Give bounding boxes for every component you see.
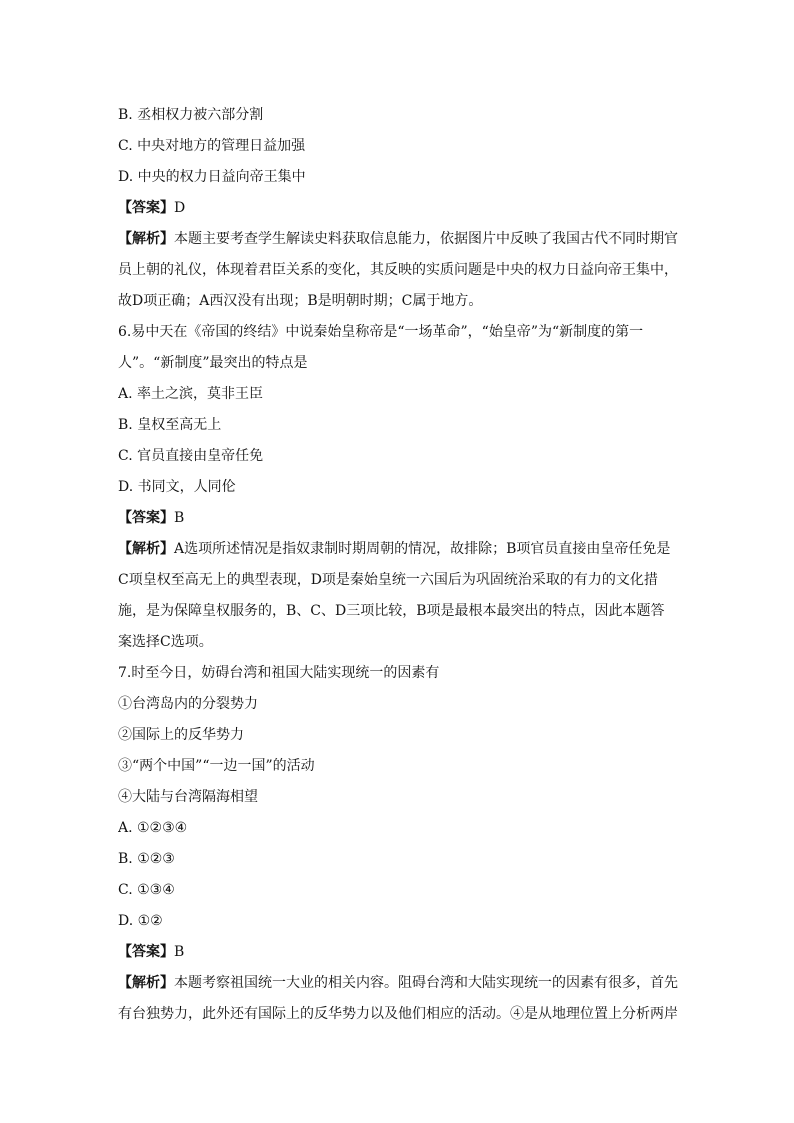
analysis-tag: 【解析】 bbox=[118, 231, 174, 247]
analysis-tag: 【解析】 bbox=[118, 975, 174, 991]
analysis-text: A选项所述情况是指奴隶制时期周朝的情况，故排除；B项官员直接由皇帝任免是C项皇权至高无上的典型表现，D项是秦始皇统一六国后为巩固统治采取的有力的文化措施，是为保障皇权服务的，B、C、D三项比较，B项是最根本最突出的特点，因此本题答案选择C选项。 bbox=[118, 541, 671, 650]
q7-item-1: ①台湾岛内的分裂势力 bbox=[118, 696, 258, 712]
q6-option-b: B. 皇权至高无上 bbox=[118, 417, 222, 433]
analysis-text: 本题主要考查学生解读史料获取信息能力，依据图片中反映了我国古代不同时期官员上朝的礼仪，体现着君臣关系的变化，其反映的实质问题是中央的权力日益向帝王集中，故D项正确；A西汉没有出现；B是明朝时期；C属于地方。 bbox=[118, 231, 678, 309]
q5-option-c: C. 中央对地方的管理日益加强 bbox=[118, 138, 306, 154]
q6-option-c: C. 官员直接由皇帝任免 bbox=[118, 448, 264, 464]
q6-stem: 6.易中天在《帝国的终结》中说秦始皇称帝是“一场革命”，“始皇帝”为“新制度的第一人”。“新制度”最突出的特点是 bbox=[118, 324, 644, 371]
answer-value: B bbox=[174, 944, 185, 960]
answer-tag: 【答案】 bbox=[118, 510, 174, 526]
q7-option-d: D. ①② bbox=[118, 913, 163, 929]
q7-item-3: ③“两个中国”“一边一国”的活动 bbox=[118, 758, 315, 774]
q5-option-b: B. 丞相权力被六部分割 bbox=[118, 107, 264, 123]
q7-stem: 7.时至今日，妨碍台湾和祖国大陆实现统一的因素有 bbox=[118, 665, 440, 681]
document-page bbox=[118, 100, 678, 1030]
q7-analysis bbox=[118, 968, 678, 1030]
q7-answer bbox=[118, 937, 678, 968]
q6-option-a: A. 率土之滨，莫非王臣 bbox=[118, 386, 264, 402]
answer-value: D bbox=[174, 200, 186, 216]
q7-option-c: C. ①③④ bbox=[118, 882, 175, 898]
answer-tag: 【答案】 bbox=[118, 944, 174, 960]
q7-option-b: B. ①②③ bbox=[118, 851, 175, 867]
answer-tag: 【答案】 bbox=[118, 200, 174, 216]
q7-option-a: A. ①②③④ bbox=[118, 820, 188, 836]
q5-answer bbox=[118, 193, 678, 224]
q6-analysis bbox=[118, 534, 678, 658]
analysis-text: 本题考察祖国统一大业的相关内容。阻碍台湾和大陆实现统一的因素有很多，首先有台独势力，此外还有国际上的反华势力以及他们相应的活动。④是从地理位置上分析两岸 bbox=[118, 975, 678, 1022]
q7-item-4: ④大陆与台湾隔海相望 bbox=[118, 789, 258, 805]
q6-answer bbox=[118, 503, 678, 534]
answer-value: B bbox=[174, 510, 185, 526]
analysis-tag: 【解析】 bbox=[118, 541, 174, 557]
q5-option-d: D. 中央的权力日益向帝王集中 bbox=[118, 169, 306, 185]
q6-option-d: D. 书同文，人同伦 bbox=[118, 479, 236, 495]
q5-analysis bbox=[118, 224, 678, 317]
q7-item-2: ②国际上的反华势力 bbox=[118, 727, 244, 743]
